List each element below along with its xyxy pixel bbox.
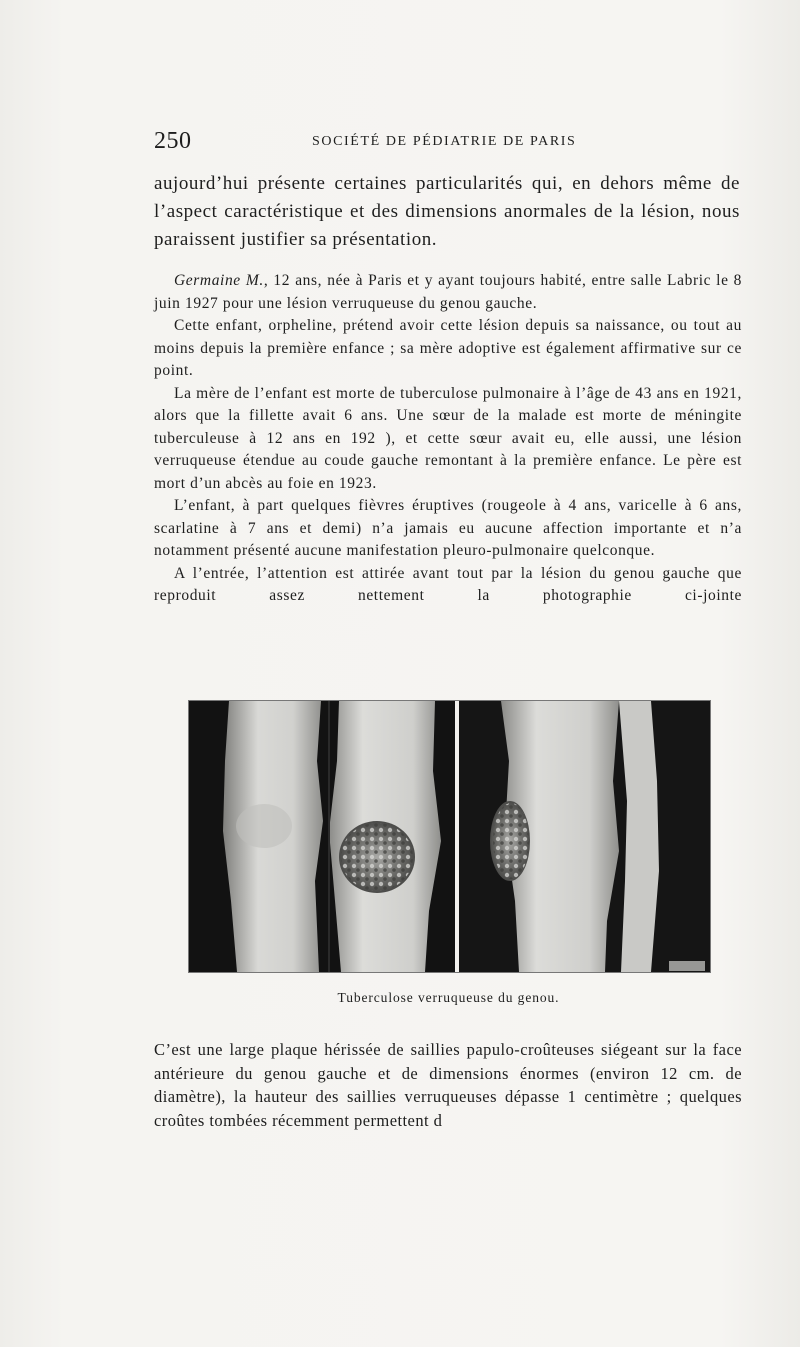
- knee-lesion-side: [490, 801, 530, 881]
- case-paragraph-1-text: , 12 ans, née à Paris et y ayant toujours habité, entre salle Labric le 8 juin 1927 pour une lésion verruqueuse du genou gauche.: [154, 272, 742, 312]
- journal-title: SOCIÉTÉ DE PÉDIATRIE DE PARIS: [312, 134, 577, 149]
- figure-caption: Tuberculose verruqueuse du genou.: [337, 990, 560, 1005]
- clinical-photograph: [188, 700, 711, 973]
- case-paragraph-4: L’enfant, à part quelques fièvres éruptives (rougeole à 4 ans, varicelle à 6 ans, scarlatine à 7 ans et demi) n’a jamais eu aucune affection importante et n’a notamment présenté aucune manifestation pleuro-pulmonaire quelconque.: [154, 497, 742, 559]
- running-head: [154, 128, 738, 156]
- side-view-panel: [459, 701, 710, 972]
- photograph-svg: [189, 701, 710, 972]
- case-paragraph-3: La mère de l’enfant est morte de tuberculose pulmonaire à l’âge de 43 ans en 1921, alors que la fillette avait 6 ans. Une sœur de la malade est morte de méningite tuberculeuse à 12 ans en 192 ), et cette sœur avait eu, elle aussi, une lésion verruqueuse étendue au coude gauche remontant à la première enfance. Le père est mort d’un abcès au foie en 1923.: [154, 384, 742, 492]
- patient-name: Germaine M.: [174, 272, 264, 289]
- case-paragraph-1: [154, 270, 742, 315]
- knee-lesion-front: [339, 821, 415, 893]
- final-paragraph-text: C’est une large plaque hérissée de saillies papulo-croûteuses siégeant sur la face antérieure du genou gauche et de dimensions énormes (environ 12 cm. de diamètre), la hauteur des saillies verruqueuses dépasse 1 centimètre ; quelques croûtes tombées récemment permettent d: [154, 1040, 742, 1130]
- final-paragraph: [154, 1038, 742, 1132]
- panel-divider: [455, 701, 459, 972]
- case-paragraph-5: A l’entrée, l’attention est attirée avant tout par la lésion du genou gauche que reproduit assez nettement la photographie ci-jointe: [154, 564, 742, 604]
- case-paragraph-2: Cette enfant, orpheline, prétend avoir cette lésion depuis sa naissance, ou tout au moins depuis la première enfance ; sa mère adoptive est également affirmative sur ce point.: [154, 317, 742, 379]
- intro-paragraph: aujourd’hui présente certaines particularités qui, en dehors même de l’aspect caractéristique et des dimensions anormales de la lésion, nous paraissent justifier sa présentation.: [154, 173, 740, 250]
- front-view-panel: [189, 701, 455, 972]
- case-report: [154, 270, 742, 608]
- page-number: 250: [154, 128, 192, 154]
